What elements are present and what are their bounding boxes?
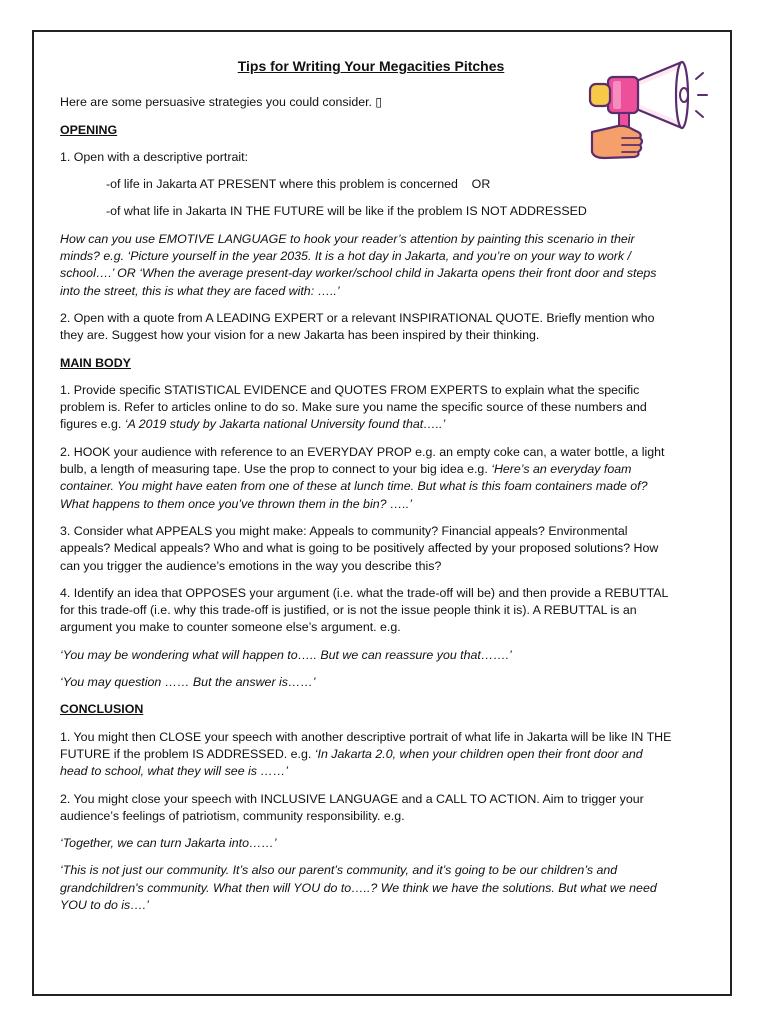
rebuttal-quote-2: ‘You may question …… But the answer is……’ [60, 675, 316, 690]
main-body-point-2-example: ‘Here’s an everyday foam container. You might have eaten from one of these at lunch time. But what is this foam containers made of? What happens to them once you’ve thrown them in the bin? …..’ [60, 462, 648, 511]
main-body-point-3: 3. Consider what APPEALS you might make: Appeals to community? Financial appeals? Environmental appeals? Medical appeals? Who and what is going to be positively affected by your proposed solutions? How can you trigger the audience’s emotions in the way you describe this? [60, 523, 659, 573]
main-body-point-1-example: ‘A 2019 study by Jakarta national University found that…..’ [124, 417, 446, 432]
conclusion-point-1-example: ‘In Jakarta 2.0, when your children open their front door and head to school, what they will see is ……’ [60, 746, 643, 779]
main-body-point-4: 4. Identify an idea that OPPOSES your argument (i.e. what the trade-off will be) and then provide a REBUTTAL for this trade-off (i.e. why this trade-off is justified, or is not the issue people think it is). A REBUTTAL is an argument you make to counter someone else’s argument. e.g. [60, 585, 668, 635]
main-body-point-1 [60, 382, 672, 434]
rebuttal-quote-1: ‘You may be wondering what will happen to….. But we can reassure you that…….’ [60, 647, 512, 662]
conclusion-quote-1: ‘Together, we can turn Jakarta into……’ [60, 836, 277, 851]
opening-point-2: 2. Open with a quote from A LEADING EXPERT or a relevant INSPIRATIONAL QUOTE. Briefly mention who they are. Suggest how your vision for a new Jakarta has been inspired by their thinking. [60, 310, 655, 343]
main-body-point-1-text: 1. Provide specific STATISTICAL EVIDENCE and QUOTES FROM EXPERTS to explain what the specific problem is. Refer to articles online to do so. Make sure you name the specific source of these numbers and figures e.g. [60, 382, 647, 432]
document-content [60, 58, 672, 924]
conclusion-point-2: 2. You might close your speech with INCLUSIVE LANGUAGE and a CALL TO ACTION. Aim to trigger your audience’s feelings of patriotism, community responsibility. e.g. [60, 791, 644, 823]
main-body-point-2-text: 2. HOOK your audience with reference to an EVERYDAY PROP e.g. an empty coke can, a water bottle, a light bulb, a length of measuring tape. Use the prop to connect to your big idea e.g. [60, 444, 665, 477]
conclusion-heading: CONCLUSION [60, 702, 144, 717]
intro-text: Here are some persuasive strategies you could consider. ▯ [60, 95, 383, 110]
main-body-point-2 [60, 444, 672, 513]
main-body-heading: MAIN BODY [60, 355, 131, 370]
opening-bullet-future: -of what life in Jakarta IN THE FUTURE will be like if the problem IS NOT ADDRESSED [106, 204, 587, 219]
opening-emotive-language: How can you use EMOTIVE LANGUAGE to hook your reader’s attention by painting this scenario in their minds? e.g. ‘Picture yourself in the year 2035. It is a hot day in Jakarta, and you’re on your way to work / school….’ OR ‘When the average present-day worker/school child in Jakarta opens their front door and steps into the street, this is what they are faced with: …..’ [60, 231, 657, 298]
conclusion-quote-2: ‘This is not just our community. It’s also our parent’s community, and it’s going to be our children’s and grandchildren's community. What then will YOU do to…..? We think we have the solutions. But what we need YOU to do is….’ [60, 863, 657, 912]
conclusion-point-1-text: 1. You might then CLOSE your speech with another descriptive portrait of what life in Jakarta will be like IN THE FUTURE if the problem IS ADDRESSED. e.g. [60, 729, 672, 761]
opening-point-1: 1. Open with a descriptive portrait: [60, 149, 249, 164]
conclusion-point-1 [60, 729, 672, 781]
opening-heading: OPENING [60, 122, 118, 137]
page-title: Tips for Writing Your Megacities Pitches [237, 58, 505, 74]
opening-bullet-present: -of life in Jakarta AT PRESENT where this problem is concerned OR [106, 177, 491, 192]
